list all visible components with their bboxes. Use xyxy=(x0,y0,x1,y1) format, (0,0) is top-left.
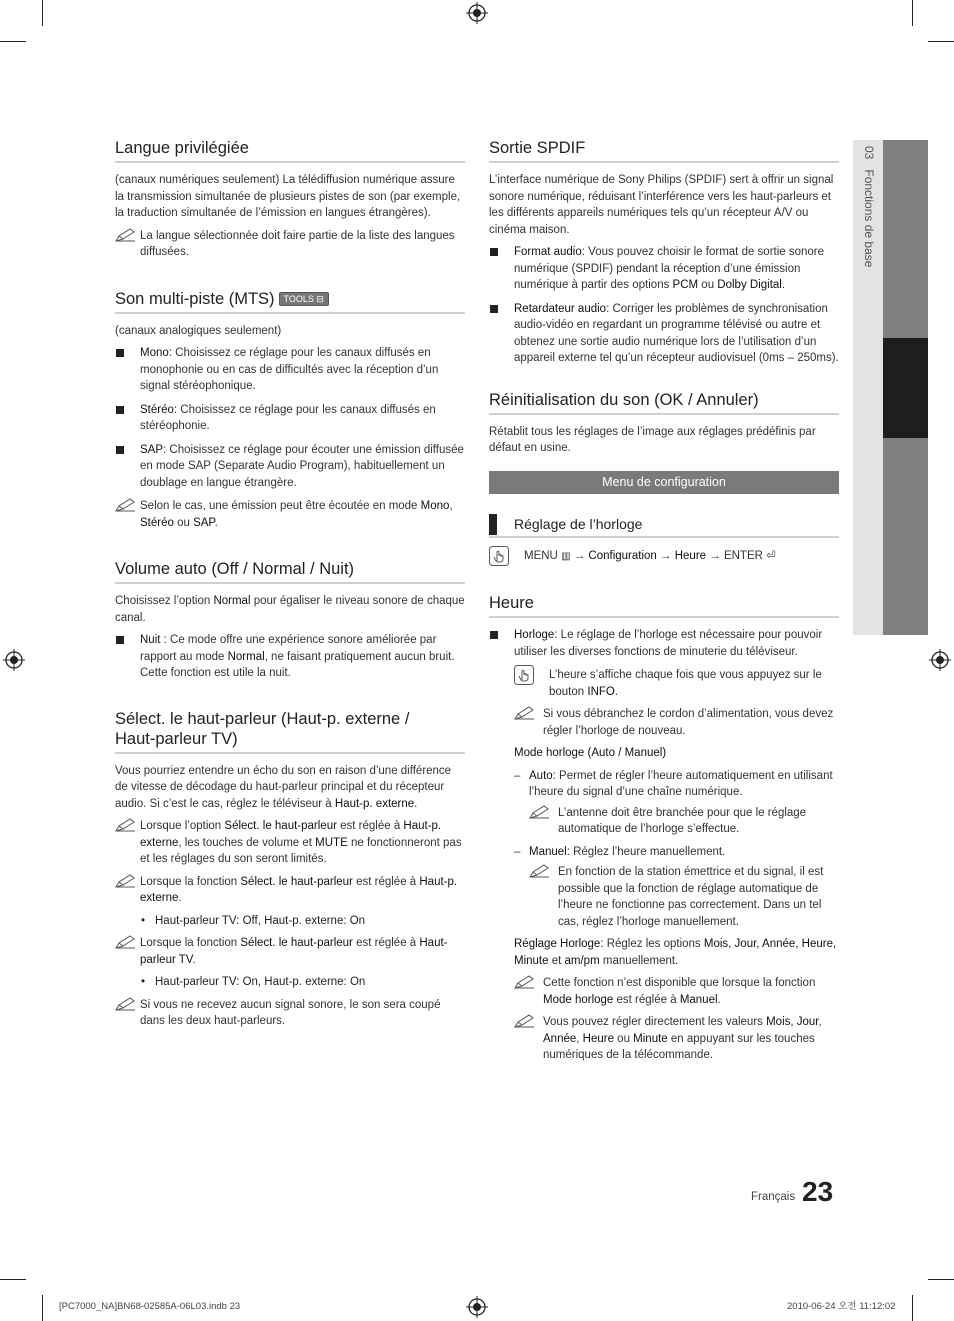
pencil-note-icon xyxy=(115,227,137,243)
pencil-note-icon xyxy=(514,1013,536,1029)
tools-badge: TOOLS ⊟ xyxy=(279,292,329,306)
note: Cette fonction n’est disponible que lorsque la fonction Mode horloge est réglée à Manuel. xyxy=(489,975,839,1008)
remote-hand-icon xyxy=(489,546,509,566)
note: Lorsque l’option Sélect. le haut-parleur est réglée à Haut-p. externe, les touches de volume et MUTE ne fonctionneront pas et les réglages du son seront limités. xyxy=(115,818,465,868)
paragraph: Réglage Horloge: Réglez les options Mois, Jour, Année, Heure, Minute et am/pm manuellement. xyxy=(514,938,837,967)
bullet-item: Nuit : Ce mode offre une expérience sonore améliorée par rapport au mode Normal, ne faisant pratiquement aucun bruit. Cette fonction est utile la nuit. xyxy=(115,632,465,682)
registration-mark-icon xyxy=(929,649,951,671)
pencil-note-icon xyxy=(529,863,551,879)
section-title: Sortie SPDIF xyxy=(489,138,839,163)
bullet-item: Mono: Choisissez ce réglage pour les canaux diffusés en monophonie ou en cas de difficultés avec la réception d’un signal stéréophonique. xyxy=(115,345,465,395)
pencil-note-icon xyxy=(514,705,536,721)
dash-item: – Manuel: Réglez l’heure manuellement. xyxy=(514,844,839,861)
paragraph: Rétablit tous les réglages de l’image aux réglages prédéfinis par défaut en usine. xyxy=(489,425,816,454)
section-title: Réinitialisation du son (OK / Annuler) xyxy=(489,390,839,415)
subheading: Mode horloge (Auto / Manuel) xyxy=(514,747,667,759)
note: Si vous ne recevez aucun signal sonore, le son sera coupé dans les deux haut-parleurs. xyxy=(115,997,465,1030)
pencil-note-icon xyxy=(115,817,137,833)
pencil-note-icon xyxy=(115,873,137,889)
chapter-tab-label: 03 Fonctions de base xyxy=(862,146,876,268)
subsection-title: Réglage de l’horloge xyxy=(489,514,839,538)
pencil-note-icon xyxy=(115,497,137,513)
bullet-item: Format audio: Vous pouvez choisir le format de sortie sonore numérique (SPDIF) pendant la réception d’une émission numérique à partir des options PCM ou Dolby Digital. xyxy=(489,244,839,294)
print-file-info: [PC7000_NA]BN68-02585A-06L03.indb 23 xyxy=(59,1301,241,1312)
paragraph: Vous pourriez entendre un écho du son en raison d’une différence de vitesse de décodage du haut-parleur principal et du récepteur audio. Si c’est le cas, réglez le téléviseur à Haut-p. externe. xyxy=(115,764,452,810)
enter-icon: ⏎ xyxy=(766,549,776,562)
dot-item: • Haut-parleur TV: On, Haut-p. externe: On xyxy=(115,974,465,991)
paragraph: L’interface numérique de Sony Philips (SPDIF) sert à offrir un signal sonore numérique, réduisant l’interférence vers les haut-parleurs et les différents appareils numériques tels qu’un récepteur A/V ou cinéma maison. xyxy=(489,174,834,236)
pencil-note-icon xyxy=(115,934,137,950)
registration-mark-icon xyxy=(3,649,25,671)
page-language: Français xyxy=(751,1191,796,1203)
note: Si vous débranchez le cordon d’alimentation, vous devez régler l’horloge de nouveau. xyxy=(489,706,839,739)
note: Lorsque la fonction Sélect. le haut-parleur est réglée à Haut-parleur TV. xyxy=(115,935,465,968)
menu-path: MENU ▥ → Configuration → Heure → ENTER ⏎ xyxy=(489,548,839,566)
paragraph: (canaux analogiques seulement) xyxy=(115,324,282,337)
remote-hand-icon xyxy=(514,665,534,685)
pencil-note-icon xyxy=(529,804,551,820)
note: La langue sélectionnée doit faire partie de la liste des langues diffusées. xyxy=(115,228,465,261)
right-column xyxy=(489,138,839,1070)
note: Vous pouvez régler directement les valeurs Mois, Jour, Année, Heure ou Minute en appuyant sur les touches numériques de la télécommande. xyxy=(489,1014,839,1064)
note: Lorsque la fonction Sélect. le haut-parleur est réglée à Haut-p. externe. xyxy=(115,874,465,907)
section-bar: Menu de configuration xyxy=(489,471,839,494)
bullet-item: Stéréo: Choisissez ce réglage pour les canaux diffusés en stéréophonie. xyxy=(115,402,465,435)
page-number: 23 xyxy=(802,1176,834,1207)
paragraph: Choisissez l’option Normal pour égaliser le niveau sonore de chaque canal. xyxy=(115,595,465,624)
dot-item: • Haut-parleur TV: Off, Haut-p. externe: On xyxy=(115,913,465,930)
section-title: Son multi-piste (MTS) TOOLS ⊟ xyxy=(115,289,465,314)
bullet-item: Retardateur audio: Corriger les problèmes de synchronisation audio-vidéo en regardant un programme télévisé ou autre et obtenez une sortie audio numérique lors de l’utilisation d’un appareil externe tel qu’un récepteur audiovisuel (0ms – 250ms). xyxy=(489,301,839,367)
section-title: Langue privilégiée xyxy=(115,138,465,163)
section-title: Sélect. le haut-parleur (Haut-p. externe / Haut-parleur TV) xyxy=(115,709,465,754)
chapter-tab-marker xyxy=(883,338,928,438)
left-column xyxy=(115,138,465,1036)
bullet-item: SAP: Choisissez ce réglage pour écouter une émission diffusée en mode SAP (Separate Audio Program), habituellement un doublage en langue étrangère. xyxy=(115,442,465,492)
section-title: Volume auto (Off / Normal / Nuit) xyxy=(115,559,465,584)
pencil-note-icon xyxy=(115,996,137,1012)
dash-item: – Auto: Permet de régler l’heure automatiquement en utilisant l’heure du signal d’une chaîne numérique. xyxy=(514,768,839,801)
print-date: 2010-06-24 오전 11:12:02 xyxy=(787,1301,896,1312)
registration-mark-icon xyxy=(466,1296,488,1318)
note: L’antenne doit être branchée pour que le réglage automatique de l’horloge s’effectue. xyxy=(489,805,839,838)
paragraph: (canaux numériques seulement) La télédiffusion numérique assure la transmission simultanée de plusieurs pistes de son (par exemple, la traduction simultanée de l’émission en langues étrangères). xyxy=(115,174,461,219)
menu-icon: ▥ xyxy=(561,550,571,562)
hand-note: L’heure s’affiche chaque fois que vous appuyez sur le bouton INFO. xyxy=(489,667,839,700)
pencil-note-icon xyxy=(514,974,536,990)
note: Selon le cas, une émission peut être écoutée en mode Mono, Stéréo ou SAP. xyxy=(115,498,465,531)
section-title: Heure xyxy=(489,593,839,618)
registration-mark-icon xyxy=(466,2,488,24)
note: En fonction de la station émettrice et du signal, il est possible que la fonction de réglage automatique de l’heure ne fonctionne pas correctement. Dans un tel cas, réglez l’horloge manuellement. xyxy=(489,864,839,930)
bullet-item: Horloge: Le réglage de l’horloge est nécessaire pour pouvoir utiliser les diverses fonctions de minuterie du téléviseur. xyxy=(489,627,839,660)
